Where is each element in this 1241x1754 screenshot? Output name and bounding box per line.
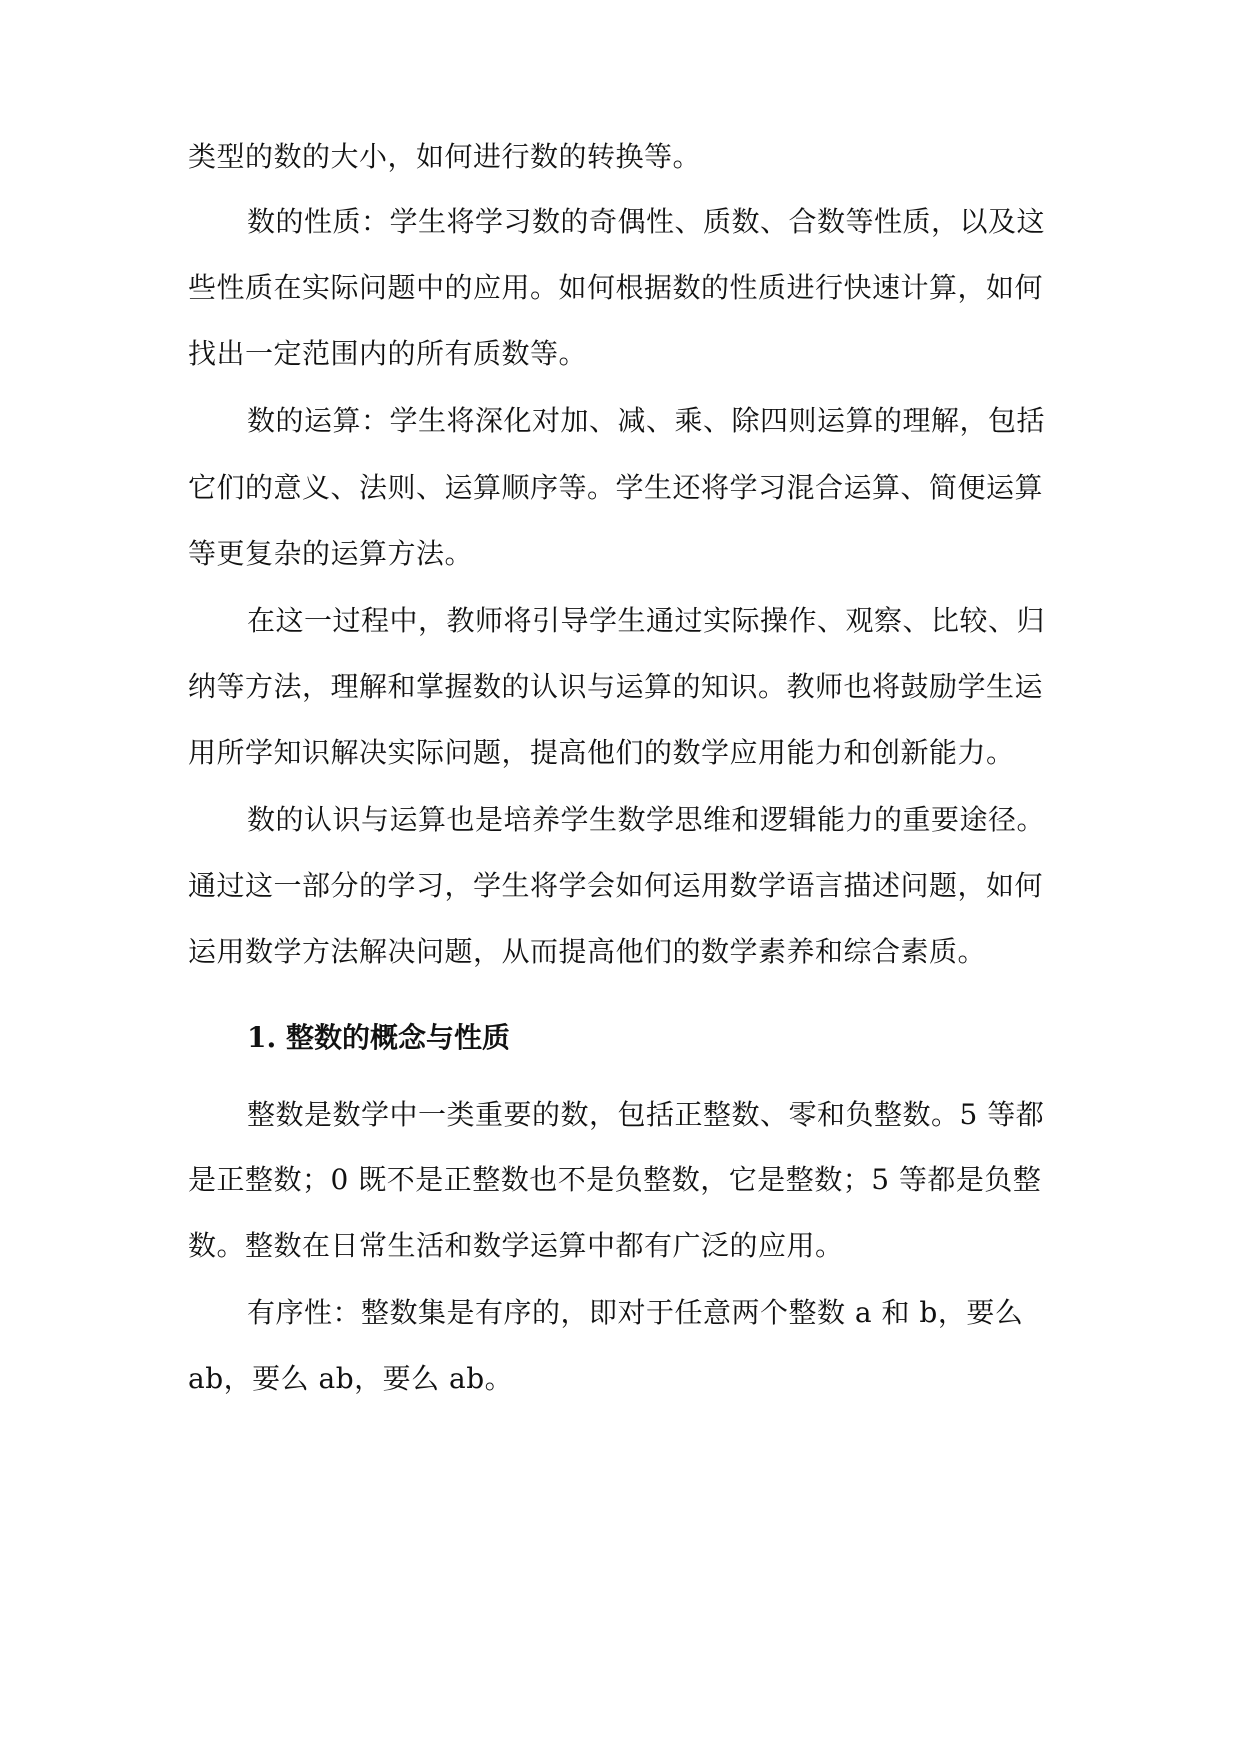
paragraph-line: 有序性：整数集是有序的，即对于任意两个整数 a 和 b，要么	[247, 1296, 1024, 1329]
paragraph-line: 整数是数学中一类重要的数，包括正整数、零和负整数。5 等都	[247, 1098, 1045, 1131]
paragraph-line: 找出一定范围内的所有质数等。	[188, 337, 588, 370]
paragraph-line: 些性质在实际问题中的应用。如何根据数的性质进行快速计算，如何	[188, 271, 1044, 304]
paragraph-line: 它们的意义、法则、运算顺序等。学生还将学习混合运算、简便运算	[188, 471, 1044, 504]
paragraph-line: 类型的数的大小，如何进行数的转换等。	[188, 140, 702, 173]
paragraph-line: 数的认识与运算也是培养学生数学思维和逻辑能力的重要途径。	[247, 803, 1046, 836]
section-heading: 1. 整数的概念与性质	[247, 1021, 510, 1054]
paragraph-line: 是正整数；0 既不是正整数也不是负整数，它是整数；5 等都是负整	[188, 1163, 1042, 1196]
paragraph-line: 数的性质：学生将学习数的奇偶性、质数、合数等性质，以及这	[247, 205, 1046, 238]
paragraph-line: 数。整数在日常生活和数学运算中都有广泛的应用。	[188, 1229, 844, 1262]
paragraph-line: 用所学知识解决实际问题，提高他们的数学应用能力和创新能力。	[188, 736, 1015, 769]
paragraph-line: 等更复杂的运算方法。	[188, 537, 474, 570]
paragraph-line: 在这一过程中，教师将引导学生通过实际操作、观察、比较、归	[247, 604, 1046, 637]
paragraph-line: 数的运算：学生将深化对加、减、乘、除四则运算的理解，包括	[247, 404, 1046, 437]
paragraph-line: 通过这一部分的学习，学生将学会如何运用数学语言描述问题，如何	[188, 869, 1044, 902]
paragraph-line: 纳等方法，理解和掌握数的认识与运算的知识。教师也将鼓励学生运	[188, 670, 1044, 703]
paragraph-line: ab，要么 ab，要么 ab。	[188, 1362, 514, 1395]
paragraph-line: 运用数学方法解决问题，从而提高他们的数学素养和综合素质。	[188, 935, 987, 968]
